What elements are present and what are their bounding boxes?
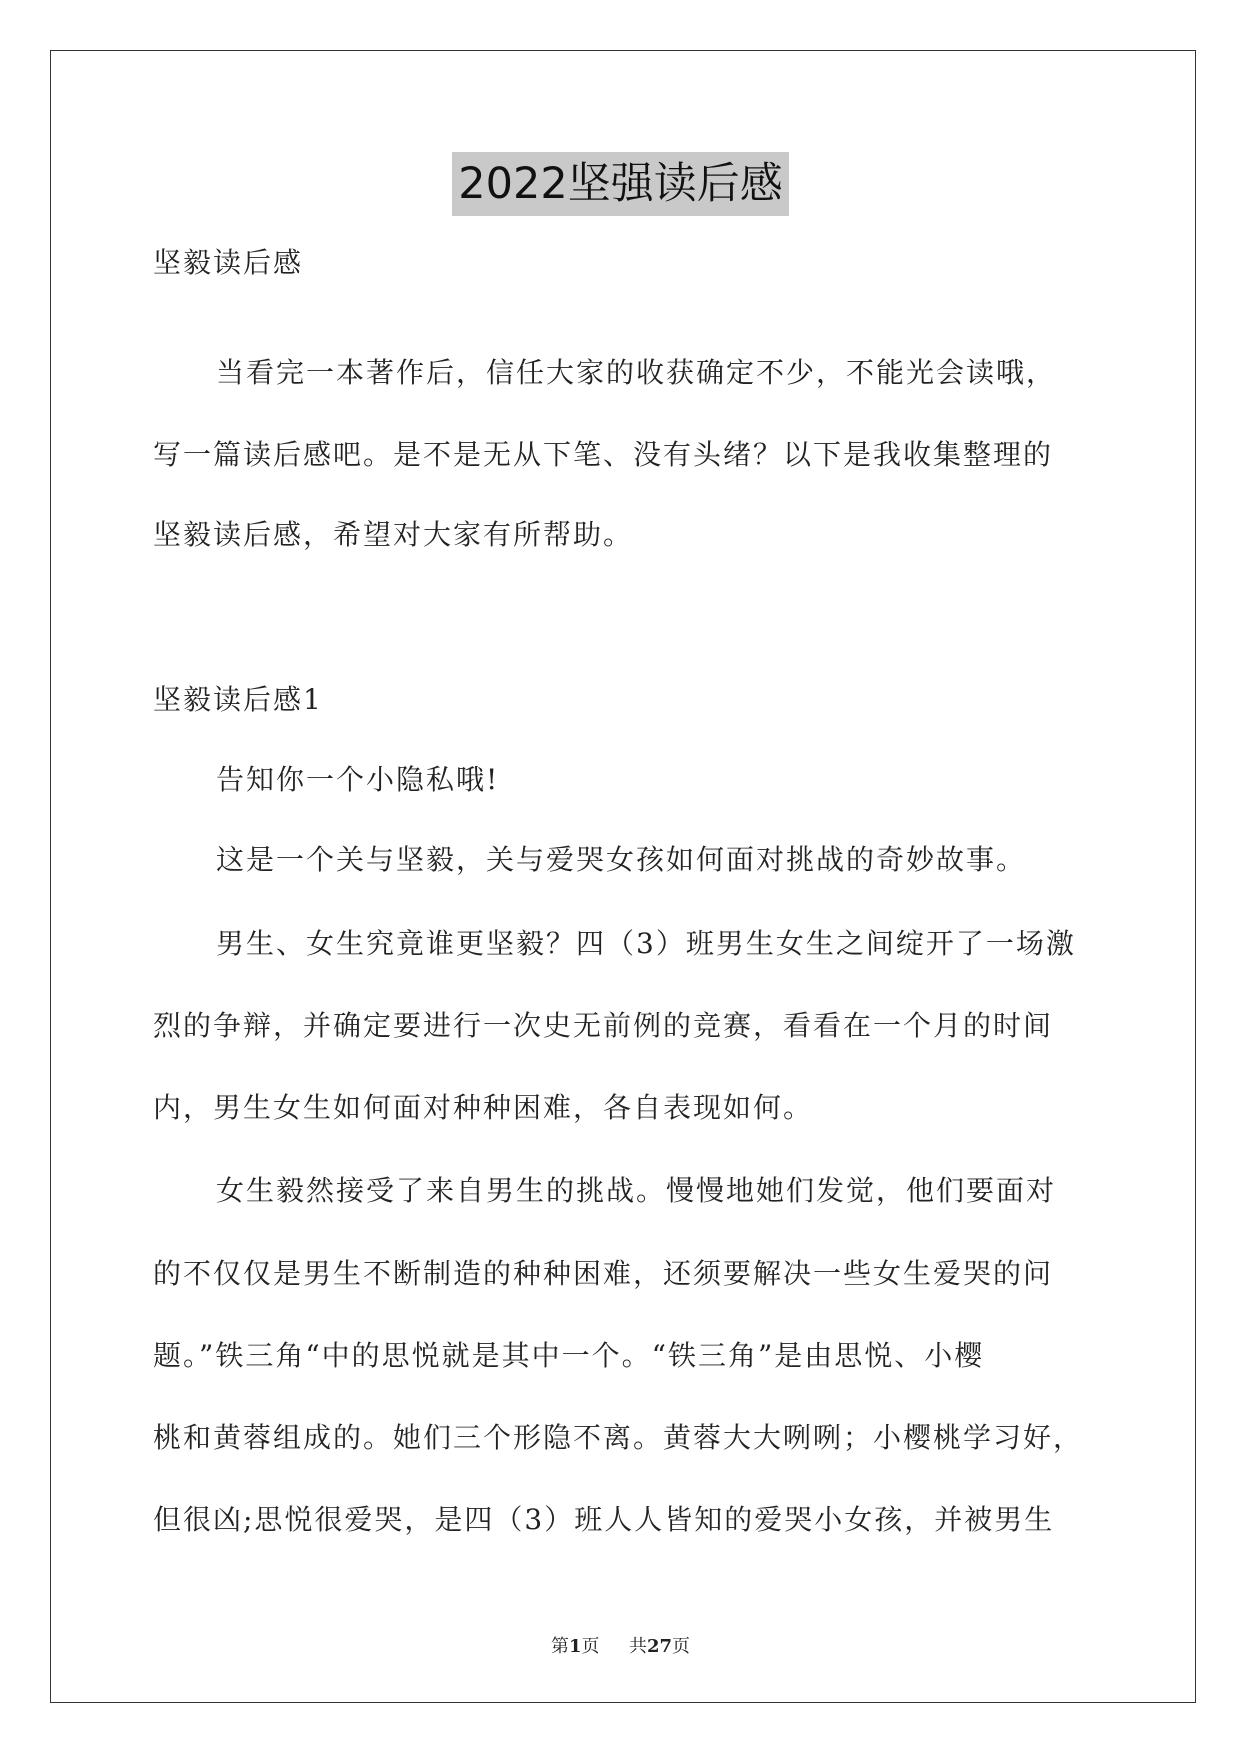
page-footer [0,1632,1241,1658]
total-suffix: 页 [672,1636,691,1657]
paragraph-line: 的不仅仅是男生不断制造的种种困难，还须要解决一些女生爱哭的问 [153,1257,1054,1290]
paragraph-line: 女生毅然接受了来自男生的挑战。慢慢地她们发觉，他们要面对 [216,1174,1057,1207]
paragraph-line: 但很凶;思悦很爱哭，是四（3）班人人皆知的爱哭小女孩，并被男生 [153,1503,1055,1536]
page-suffix: 页 [581,1636,600,1657]
paragraph-line: 桃和黄蓉组成的。她们三个形隐不离。黄蓉大大咧咧；小樱桃学习好， [153,1421,1084,1454]
paragraph-line: 坚毅读后感，希望对大家有所帮助。 [153,518,634,551]
paragraph-line: 告知你一个小隐私哦! [216,763,500,796]
paragraph-line: 这是一个关与坚毅，关与爱哭女孩如何面对挑战的奇妙故事。 [216,843,1027,876]
paragraph-line: 题。”铁三角“中的思悦就是其中一个。“铁三角”是由思悦、小樱 [153,1339,985,1372]
paragraph-line: 写一篇读后感吧。是不是无从下笔、没有头绪？以下是我收集整理的 [153,438,1054,471]
page-number: 1 [568,1636,582,1657]
document-title: 2022坚强读后感 [452,152,788,216]
title-container [0,152,1241,216]
paragraph-line: 内，男生女生如何面对种种困难，各自表现如何。 [153,1091,814,1124]
paragraph-line: 当看完一本著作后，信任大家的收获确定不少，不能光会读哦， [216,356,1057,389]
total-prefix: 共 [628,1636,647,1657]
total-pages: 27 [646,1636,673,1657]
section-heading: 坚毅读后感 [153,246,304,279]
paragraph-line: 男生、女生究竟谁更坚毅？四（3）班男生女生之间绽开了一场激 [216,927,1076,960]
paragraph-line: 烈的争辩，并确定要进行一次史无前例的竞赛，看看在一个月的时间 [153,1009,1054,1042]
page-prefix: 第 [550,1636,569,1657]
section-heading: 坚毅读后感1 [153,683,323,716]
